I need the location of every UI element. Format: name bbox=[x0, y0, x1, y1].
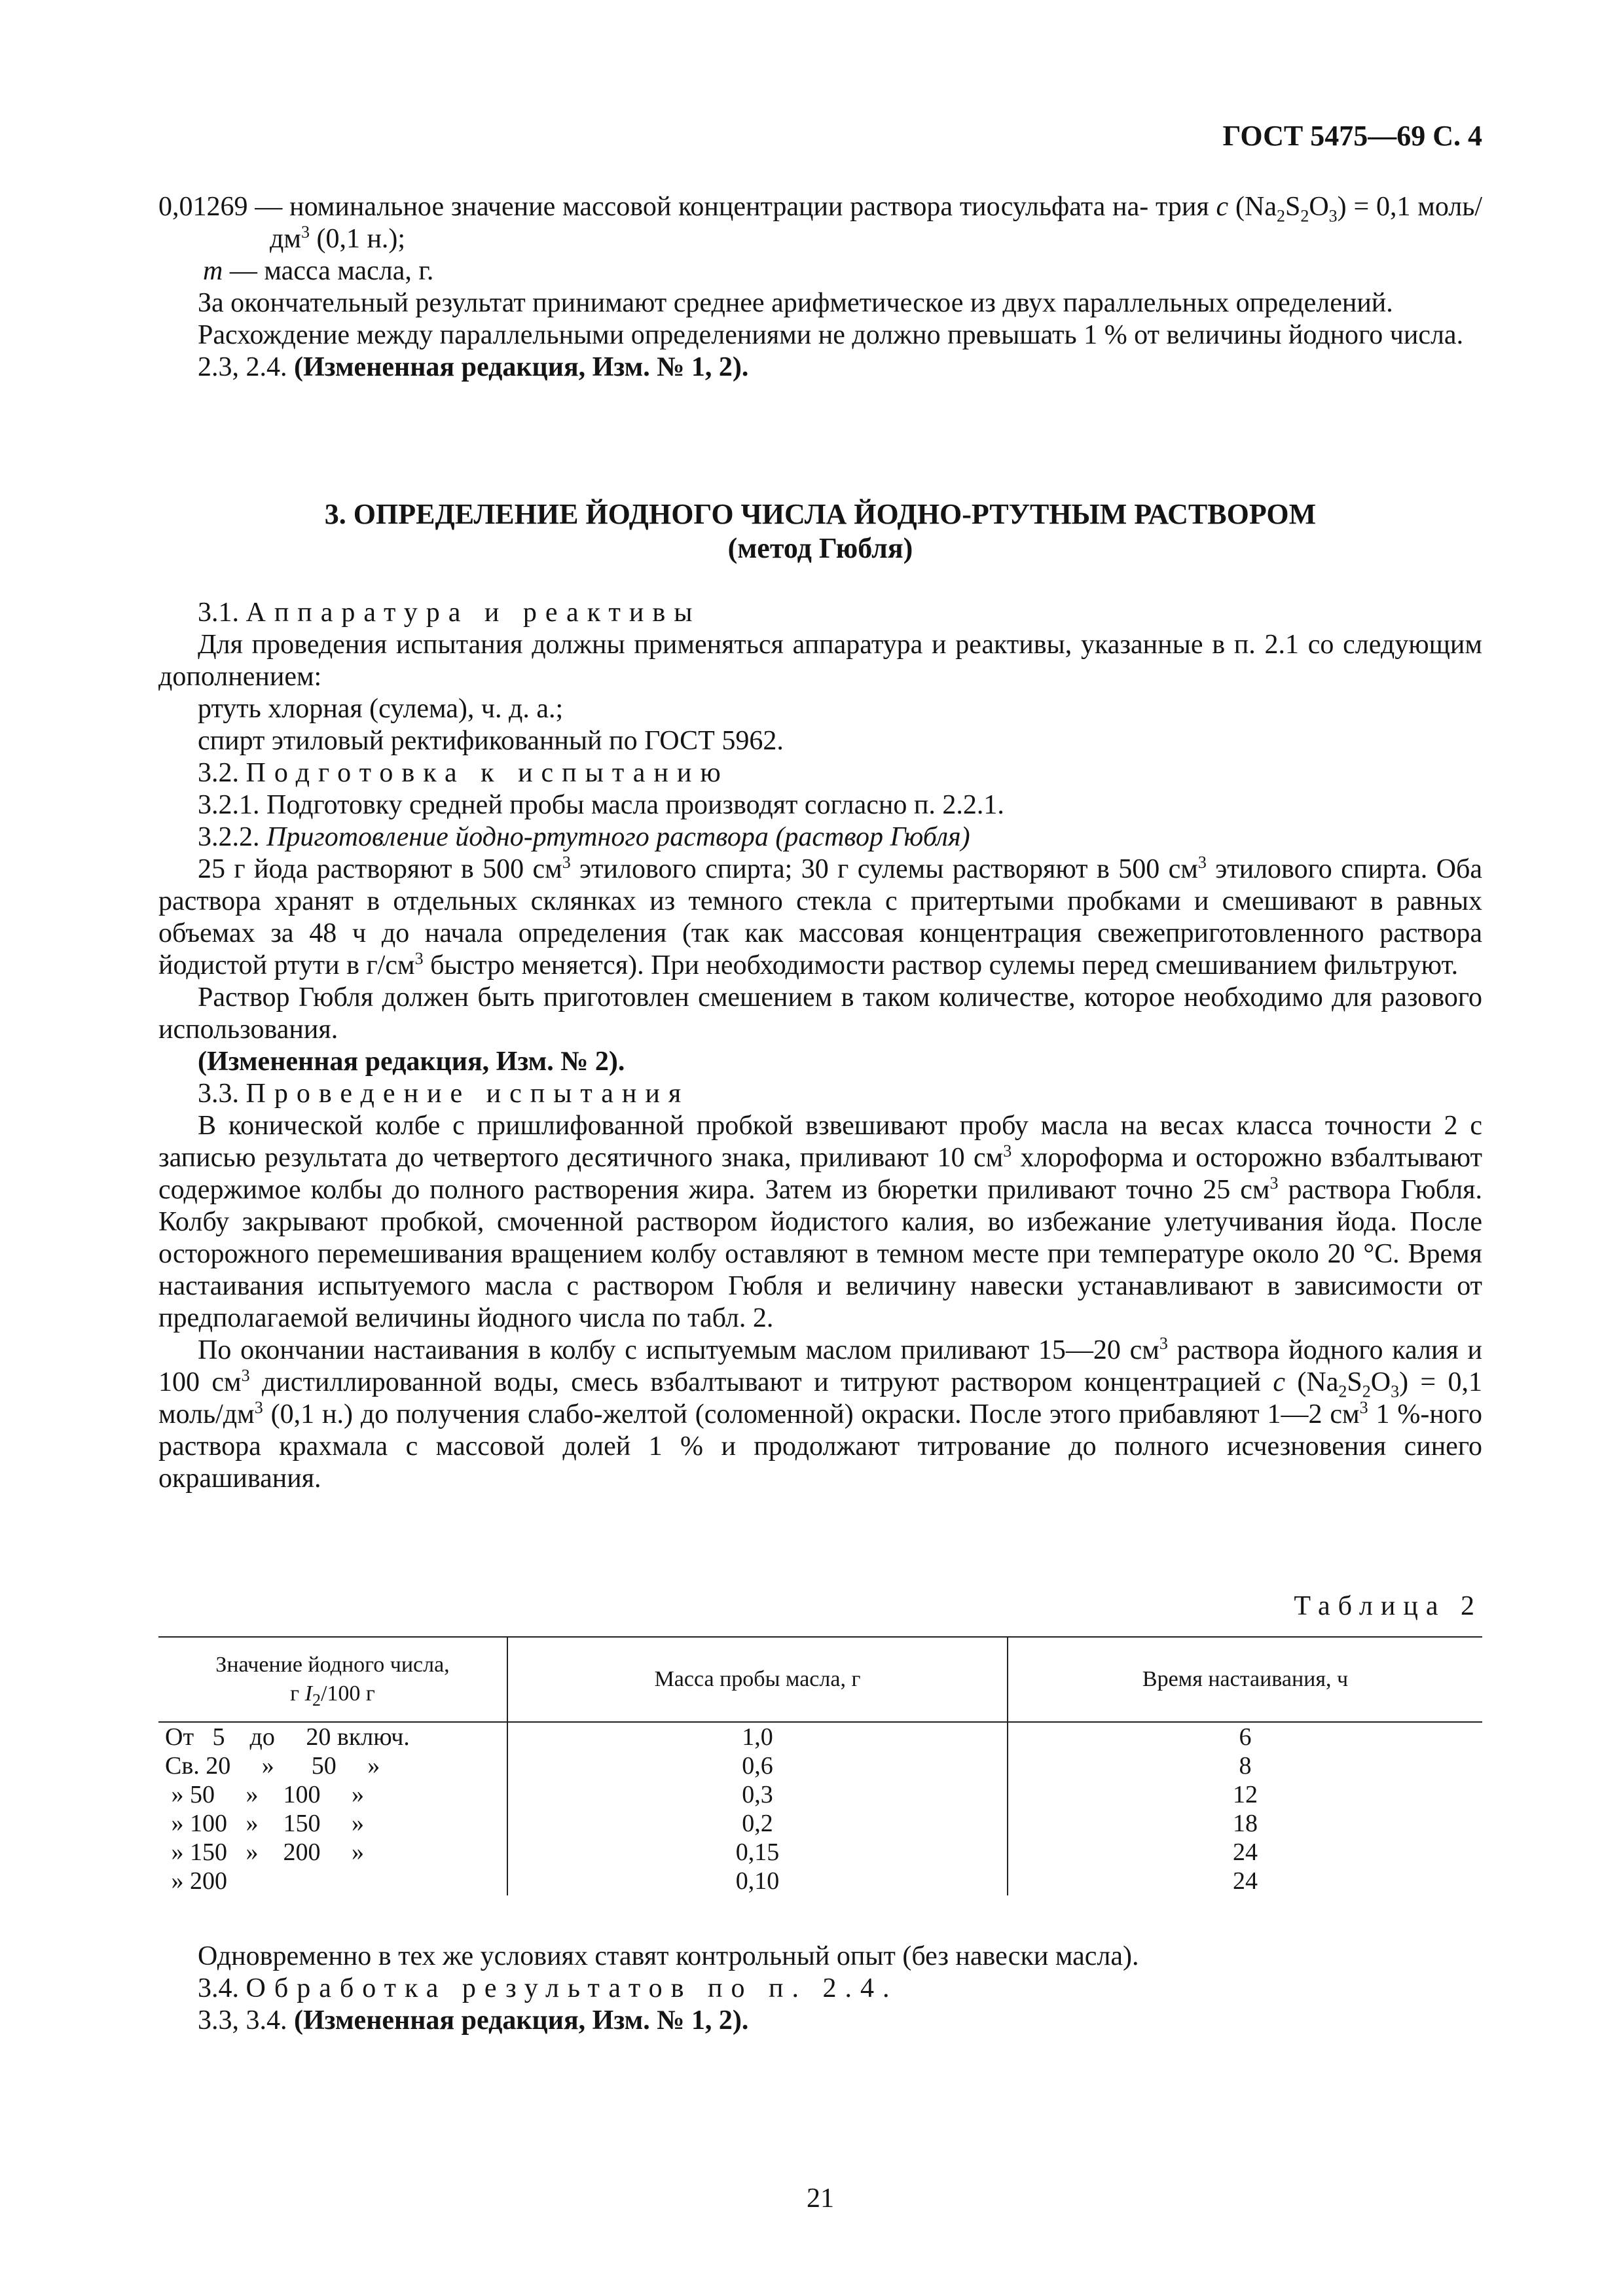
cell-range: » 100 » 150 » bbox=[158, 1809, 507, 1838]
subsection-3-4-heading: 3.4. Обработка результатов по п. 2.4. bbox=[198, 1973, 898, 2003]
amendment-note: 2.3, 2.4. (Измененная редакция, Изм. № 1, 2). bbox=[198, 352, 749, 382]
paragraph: Для проведения испытания должны применяться аппаратура и реактивы, указанные в п. 2.1 со следующим дополнением: bbox=[158, 630, 1482, 692]
cell-range: Св. 20 » 50 » bbox=[158, 1751, 507, 1780]
table-header-row bbox=[158, 1637, 1482, 1722]
paragraph-control-test: Одновременно в тех же условиях ставят контрольный опыт (без навески масла). bbox=[198, 1941, 1139, 1971]
paragraph-procedure: В конической колбе с пришлифованной пробкой взвешивают пробу масла на весах класса точности 2 с записью результата до четвертого десятичного знака, приливают 10 $см^3$ хлороформа и осторожно взбалтывают содержимое колбы до полного растворения жира. Затем из бюретки приливают точно 25 $см^3$ раствора Гюбля. Колбу закрывают пробкой, смоченной раствором йодистого калия, во избежание улетучивания йода. После осторожного перемешивания вращением колбу оставляют в темном месте при температуре около 20 °С. Время настаивания испытуемого масла с раствором Гюбля и величину навески устанавливают в зависимости от предполагаемой величины йодного числа по табл. 2. bbox=[158, 1111, 1482, 1333]
cell-mass: 0,2 bbox=[507, 1809, 1008, 1838]
subsection-3-2-2-heading: 3.2.2. Приготовление йодно-ртутного раствора (раствор Гюбля) bbox=[198, 822, 970, 852]
cell-time: 24 bbox=[1233, 1867, 1258, 1895]
column-header-time: Время настаивания, ч bbox=[1008, 1637, 1482, 1722]
column-header-iodine-value: Значение йодного числа, г $I_2/100$ г bbox=[158, 1637, 507, 1722]
cell-time: 18 bbox=[1233, 1810, 1258, 1837]
section-subtitle: (метод Гюбля) bbox=[727, 532, 913, 564]
table-row bbox=[158, 1838, 1482, 1867]
cell-range: » 150 » 200 » bbox=[158, 1838, 507, 1867]
subsection-3-1-heading: 3.1. Аппаратура и реактивы bbox=[198, 598, 701, 628]
cell-range: От 5 до 20 включ. bbox=[158, 1722, 507, 1751]
bottom-block bbox=[158, 1941, 1482, 2037]
cell-mass: 1,0 bbox=[507, 1722, 1008, 1751]
table-row bbox=[158, 1722, 1482, 1751]
cell-mass: 0,3 bbox=[507, 1780, 1008, 1809]
table-row bbox=[158, 1867, 1482, 1895]
cell-mass: 0,15 bbox=[507, 1838, 1008, 1867]
cell-range: » 200 bbox=[158, 1867, 507, 1895]
definition-nominal-concentration: 0,01269 — номинальное значение массовой концентрации раствора тиосульфата на- трия c $(Na_2S_2O_3) = 0,1$ моль/$дм^3$ (0,1 н.); bbox=[158, 192, 1483, 254]
section-body bbox=[158, 597, 1482, 1495]
paragraph-hubl-solution: 25 г йода растворяют в 500 $см^3$ этилового спирта; 30 г сулемы растворяют в 500 $см^3$ этилового спирта. Оба раствора хранят в отдельных склянках из темного стекла с притертыми пробками и смешивают в равных объемах за 48 ч до начала определения (так как массовая концентрация свежеприготовленного раствора йодистой ртути в $г/см^3$ быстро меняется). При необходимости раствор сулемы перед смешиванием фильтруют. bbox=[158, 853, 1483, 980]
section-title: 3. ОПРЕДЕЛЕНИЕ ЙОДНОГО ЧИСЛА ЙОДНО-РТУТНЫМ РАСТВОРОМ bbox=[324, 498, 1317, 530]
column-header-mass: Масса пробы масла, г bbox=[507, 1637, 1008, 1722]
cell-range: » 50 » 100 » bbox=[158, 1780, 507, 1809]
paragraph-discrepancy: Расхождение между параллельными определениями не должно превышать 1 % от величины йодного числа. bbox=[198, 320, 1464, 350]
list-item: ртуть хлорная (сулема), ч. д. а.; bbox=[198, 694, 564, 724]
amendment-note: 3.3, 3.4. (Измененная редакция, Изм. № 1, 2). bbox=[198, 2005, 749, 2036]
table-row bbox=[158, 1780, 1482, 1809]
document-page bbox=[158, 0, 1482, 2296]
cell-time: 8 bbox=[1239, 1752, 1252, 1780]
paragraph-final-result: За окончательный результат принимают среднее арифметическое из двух параллельных определений. bbox=[198, 288, 1393, 318]
amendment-note: (Измененная редакция, Изм. № 2). bbox=[198, 1047, 625, 1077]
cell-mass: 0,6 bbox=[507, 1751, 1008, 1780]
page-number: 21 bbox=[807, 2183, 834, 2214]
table-2 bbox=[158, 1636, 1482, 1895]
definition-mass: m — масса масла, г. bbox=[203, 256, 434, 286]
table-row bbox=[158, 1751, 1482, 1780]
cell-time: 24 bbox=[1233, 1839, 1258, 1866]
list-item: спирт этиловый ректификованный по ГОСТ 5962. bbox=[198, 726, 784, 756]
paragraph-titration: По окончании настаивания в колбу с испытуемым маслом приливают 15—20 $см^3$ раствора йодного калия и 100 $см^3$ дистиллированной воды, смесь взбалтывают и титруют раствором концентрацией c $(Na_2S_2O_3) = 0,1$ моль/$дм^3$ (0,1 н.) до получения слабо-желтой (соломенной) окраски. После этого прибавляют 1—2 $см^3$ 1 %-ного раствора крахмала с массовой долей 1 % и продолжают титрование до полного исчезновения синего окрашивания. bbox=[158, 1334, 1482, 1494]
table-2-block bbox=[158, 1590, 1482, 1895]
subsection-3-2-heading: 3.2. Подготовка к испытанию bbox=[198, 758, 729, 788]
section-title-block bbox=[158, 497, 1482, 565]
cell-time: 12 bbox=[1233, 1781, 1258, 1808]
page-header: ГОСТ 5475—69 С. 4 bbox=[1222, 120, 1482, 152]
table-row bbox=[158, 1809, 1482, 1838]
paragraph: 3.2.1. Подготовку средней пробы масла производят согласно п. 2.2.1. bbox=[198, 790, 1004, 820]
subsection-3-3-heading: 3.3. Проведение испытания bbox=[198, 1079, 690, 1109]
cell-mass: 0,10 bbox=[507, 1867, 1008, 1895]
paragraph: Раствор Гюбля должен быть приготовлен смешением в таком количестве, которое необходимо для разового использования. bbox=[158, 982, 1482, 1045]
cell-time: 6 bbox=[1239, 1723, 1252, 1751]
table-caption: Таблица 2 bbox=[1294, 1591, 1482, 1621]
definitions-block bbox=[158, 191, 1482, 384]
